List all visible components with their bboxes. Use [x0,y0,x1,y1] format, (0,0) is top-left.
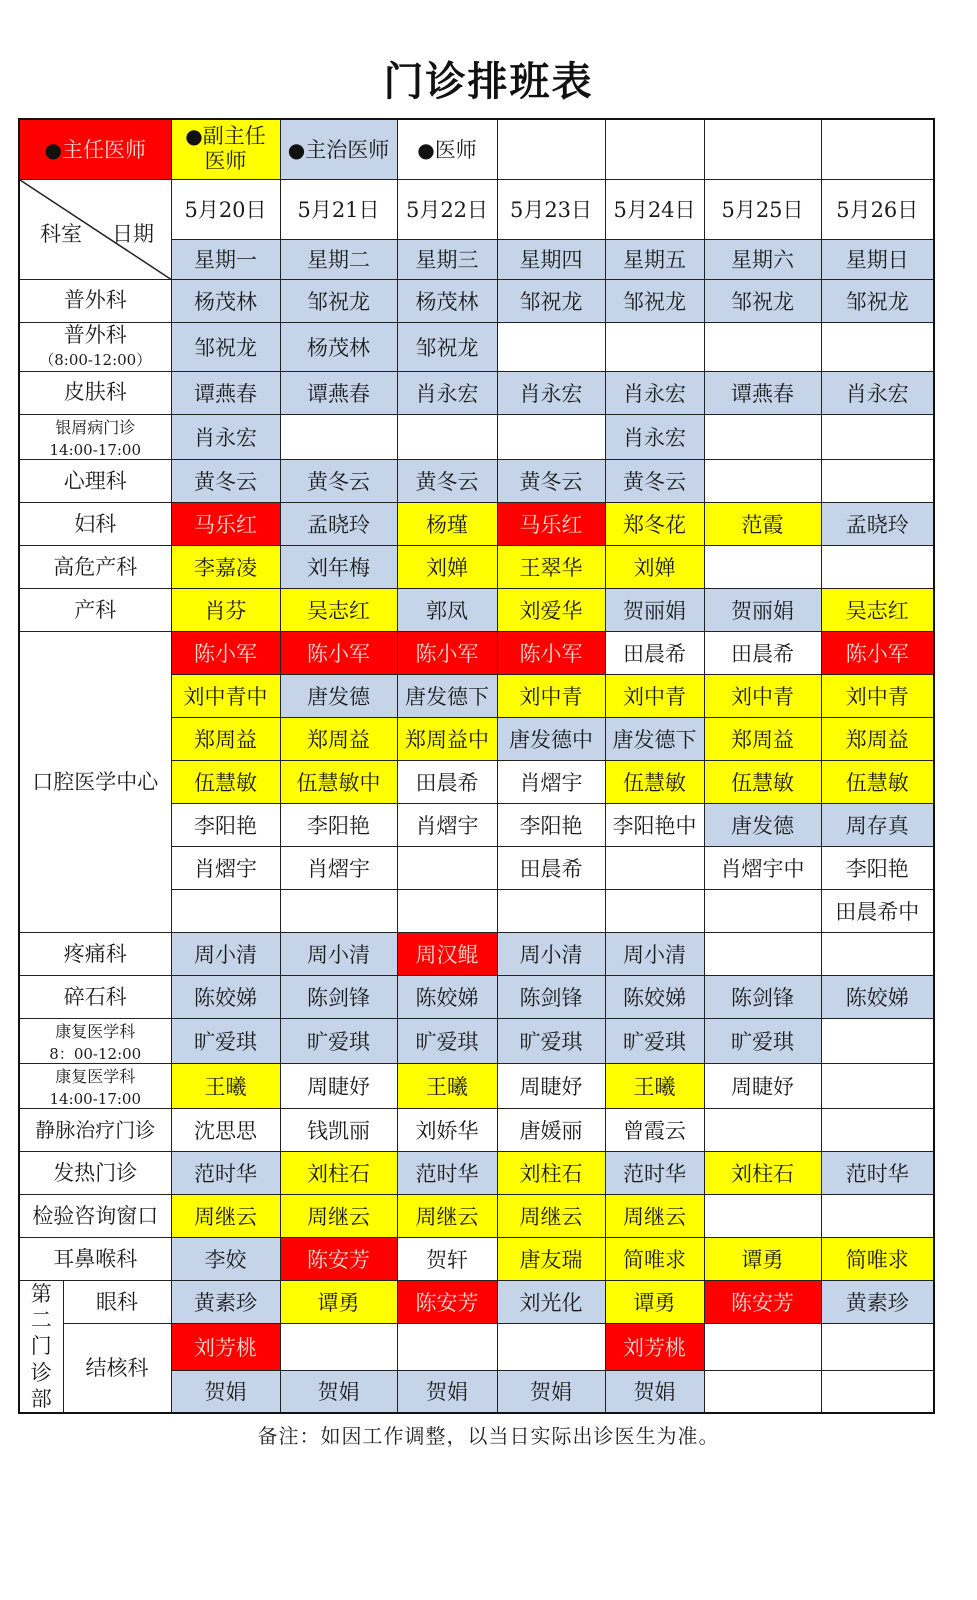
department-name: 康复医学科 [55,1066,136,1086]
department-name: 口腔医学中心 [32,769,159,794]
doctor-cell: 杨茂林 [171,279,280,322]
empty-cell [497,1323,605,1370]
department-hours: 14:00-17:00 [49,1089,142,1108]
doctor-cell: 马乐红 [171,502,280,545]
department-cell [19,1018,171,1063]
department-cell [19,1063,171,1108]
doctor-cell: 郑冬花 [605,502,704,545]
schedule-row [19,1108,934,1151]
empty-cell [821,1063,934,1108]
doctor-cell: 陈小军 [171,631,280,674]
empty-cell [704,889,821,932]
empty-cell [821,932,934,975]
doctor-cell: 简唯求 [821,1237,934,1280]
schedule-row [19,1323,934,1370]
doctor-cell: 肖熠宇 [397,803,497,846]
doctor-cell: 刘娇华 [397,1108,497,1151]
doctor-cell: 黄冬云 [397,459,497,502]
doctor-cell: 刘柱石 [280,1151,397,1194]
date-cell: 5月25日 [704,179,821,239]
doctor-cell: 谭勇 [704,1237,821,1280]
doctor-cell: 郑周益中 [397,717,497,760]
doctor-cell: 肖芬 [171,588,280,631]
department-name: 结核科 [85,1355,149,1380]
doctor-cell: 范时华 [821,1151,934,1194]
empty-cell [821,414,934,459]
department-name: 妇科 [74,511,117,536]
doctor-cell: 田晨希 [497,846,605,889]
doctor-cell: 旷爱琪 [497,1018,605,1063]
empty-cell [397,889,497,932]
department-cell [19,459,171,502]
doctor-cell: 李阳艳 [171,803,280,846]
department-cell [19,1108,171,1151]
date-cell: 5月24日 [605,179,704,239]
department-cell [19,631,171,932]
doctor-cell: 贺丽娟 [605,588,704,631]
doctor-cell: 旷爱琪 [397,1018,497,1063]
department-cell [19,371,171,414]
doctor-cell: 谭燕春 [171,371,280,414]
doctor-cell: 杨瑾 [397,502,497,545]
empty-cell [704,1108,821,1151]
doctor-cell: 陈小军 [280,631,397,674]
department-cell [19,414,171,459]
department-cell [19,502,171,545]
schedule-row [19,1237,934,1280]
doctor-cell: 陈剑锋 [704,975,821,1018]
legend-associate-line1: 副主任 [202,124,266,149]
doctor-cell: 郑周益 [280,717,397,760]
schedule-row [19,502,934,545]
department-cell [19,279,171,322]
doctor-cell: 孟晓玲 [280,502,397,545]
schedule-row [19,1151,934,1194]
doctor-cell: 谭勇 [280,1280,397,1323]
department-cell [19,322,171,371]
doctor-cell: 李阳艳 [821,846,934,889]
department-name: 检验咨询窗口 [32,1203,159,1228]
doctor-cell: 肖永宏 [605,414,704,459]
doctor-cell: 刘婵 [397,545,497,588]
legend-associate-chief [171,119,280,179]
doctor-cell: 钱凯丽 [280,1108,397,1151]
department-name: 静脉治疗门诊 [35,1117,156,1142]
department-cell [19,932,171,975]
schedule-row [19,414,934,459]
schedule-row [19,322,934,371]
doctor-cell: 肖永宏 [821,371,934,414]
legend-row [19,119,934,179]
doctor-cell: 王翠华 [497,545,605,588]
doctor-cell: 刘年梅 [280,545,397,588]
empty-cell [605,846,704,889]
weekday-cell: 星期六 [704,239,821,279]
doctor-cell: 周继云 [280,1194,397,1237]
doctor-cell: 李阳艳中 [605,803,704,846]
doctor-cell: 刘婵 [605,545,704,588]
doctor-cell: 黄冬云 [280,459,397,502]
date-cell: 5月20日 [171,179,280,239]
doctor-cell: 陈姣娣 [605,975,704,1018]
second-clinic-char: 诊 [30,1360,52,1385]
legend-dot: ● [185,124,203,149]
empty-cell [821,1108,934,1151]
department-cell [19,1237,171,1280]
doctor-cell: 刘芳桃 [605,1323,704,1370]
doctor-cell: 贺娟 [280,1370,397,1413]
doctor-cell: 田晨希中 [821,889,934,932]
doctor-cell: 吴志红 [280,588,397,631]
doctor-cell: 刘爱华 [497,588,605,631]
legend-attending-physician [280,119,397,179]
empty-cell [605,119,704,179]
department-cell [19,1151,171,1194]
doctor-cell: 周汉鲲 [397,932,497,975]
department-name: 碎石科 [63,984,127,1009]
second-clinic-char: 二 [30,1308,52,1333]
date-header-label: 日期 [112,221,154,246]
doctor-cell: 伍慧敏 [704,760,821,803]
empty-cell [821,1370,934,1413]
schedule-row [19,631,934,674]
doctor-cell: 范霞 [704,502,821,545]
weekday-cell: 星期二 [280,239,397,279]
empty-cell [704,1194,821,1237]
doctor-cell: 邹祝龙 [171,322,280,371]
doctor-cell: 唐发德下 [397,674,497,717]
doctor-cell: 田晨希 [605,631,704,674]
doctor-cell: 周存真 [821,803,934,846]
department-name: 产科 [74,597,117,622]
doctor-cell: 贺娟 [497,1370,605,1413]
doctor-cell: 周睫妤 [280,1063,397,1108]
doctor-cell: 陈姣娣 [171,975,280,1018]
doctor-cell: 邹祝龙 [280,279,397,322]
legend-dot: ● [44,138,62,163]
schedule-row [19,588,934,631]
doctor-cell: 唐媛丽 [497,1108,605,1151]
schedule-row [19,975,934,1018]
doctor-cell: 邹祝龙 [821,279,934,322]
empty-cell [704,414,821,459]
legend-chief-physician [19,119,171,179]
doctor-cell: 范时华 [605,1151,704,1194]
doctor-cell: 陈小军 [397,631,497,674]
department-name: 眼科 [96,1289,138,1314]
empty-cell [821,119,934,179]
empty-cell [397,846,497,889]
doctor-cell: 谭勇 [605,1280,704,1323]
department-name: 皮肤科 [63,380,127,405]
empty-cell [605,889,704,932]
doctor-cell: 周继云 [171,1194,280,1237]
doctor-cell: 刘光化 [497,1280,605,1323]
doctor-cell: 王曦 [605,1063,704,1108]
doctor-cell: 黄冬云 [171,459,280,502]
doctor-cell: 郑周益 [821,717,934,760]
schedule-row [19,1018,934,1063]
doctor-cell: 唐发德下 [605,717,704,760]
doctor-cell: 刘中青中 [171,674,280,717]
empty-cell [497,889,605,932]
empty-cell [497,322,605,371]
doctor-cell: 肖永宏 [605,371,704,414]
schedule-row [19,1280,934,1323]
weekday-cell: 星期五 [605,239,704,279]
schedule-row [19,932,934,975]
doctor-cell: 刘中青 [605,674,704,717]
empty-cell [821,1018,934,1063]
second-clinic-char: 门 [30,1334,52,1359]
department-name: 康复医学科 [55,1021,136,1041]
doctor-cell: 肖永宏 [397,371,497,414]
doctor-cell: 陈剑锋 [497,975,605,1018]
doctor-cell: 陈安芳 [704,1280,821,1323]
doctor-cell: 唐发德中 [497,717,605,760]
department-hours: 8：00-12:00 [49,1044,142,1063]
empty-cell [821,1194,934,1237]
doctor-cell: 曾霞云 [605,1108,704,1151]
empty-cell [704,459,821,502]
schedule-row [19,545,934,588]
department-hours: 14:00-17:00 [49,440,142,459]
doctor-cell: 范时华 [397,1151,497,1194]
page-title: 门诊排班表 [383,59,594,105]
doctor-cell: 王曦 [397,1063,497,1108]
doctor-cell: 肖永宏 [497,371,605,414]
doctor-cell: 黄冬云 [497,459,605,502]
header-corner [19,179,171,279]
doctor-cell: 陈剑锋 [280,975,397,1018]
empty-cell [704,545,821,588]
weekday-cell: 星期日 [821,239,934,279]
empty-cell [821,1323,934,1370]
empty-cell [497,414,605,459]
department-cell [63,1280,171,1323]
second-clinic-char: 第 [30,1281,52,1306]
doctor-cell: 周继云 [397,1194,497,1237]
department-cell [19,975,171,1018]
empty-cell [397,414,497,459]
department-cell [63,1323,171,1413]
doctor-cell: 周小清 [171,932,280,975]
doctor-cell: 旷爱琪 [171,1018,280,1063]
doctor-cell: 唐发德 [280,674,397,717]
doctor-cell: 陈安芳 [280,1237,397,1280]
legend-attending-label: 主治医师 [305,138,390,163]
doctor-cell: 唐发德 [704,803,821,846]
doctor-cell: 邹祝龙 [397,322,497,371]
doctor-cell: 周睫妤 [497,1063,605,1108]
doctor-cell: 伍慧敏 [171,760,280,803]
doctor-cell: 田晨希 [704,631,821,674]
doctor-cell: 旷爱琪 [704,1018,821,1063]
empty-cell [821,545,934,588]
date-cell: 5月23日 [497,179,605,239]
doctor-cell: 郭凤 [397,588,497,631]
doctor-cell: 马乐红 [497,502,605,545]
doctor-cell: 陈姣娣 [821,975,934,1018]
doctor-cell: 周继云 [497,1194,605,1237]
department-name: 普外科 [63,288,127,313]
date-cell: 5月26日 [821,179,934,239]
empty-cell [605,322,704,371]
doctor-cell: 刘中青 [497,674,605,717]
doctor-cell: 伍慧敏中 [280,760,397,803]
doctor-cell: 唐友瑞 [497,1237,605,1280]
doctor-cell: 肖永宏 [171,414,280,459]
empty-cell [704,932,821,975]
doctor-cell: 伍慧敏 [605,760,704,803]
legend-associate-line2: 医师 [204,149,247,174]
doctor-cell: 黄素珍 [821,1280,934,1323]
department-name: 高危产科 [53,554,138,579]
empty-cell [280,414,397,459]
doctor-cell: 李姣 [171,1237,280,1280]
department-name: 耳鼻喉科 [53,1246,138,1271]
doctor-cell: 周小清 [497,932,605,975]
doctor-cell: 周小清 [280,932,397,975]
doctor-cell: 郑周益 [171,717,280,760]
weekday-cell: 星期一 [171,239,280,279]
department-name: 心理科 [63,468,127,493]
legend-dot: ● [287,138,306,163]
schedule-row [19,279,934,322]
doctor-cell: 贺娟 [397,1370,497,1413]
doctor-cell: 肖熠宇中 [704,846,821,889]
empty-cell [280,889,397,932]
empty-cell [171,889,280,932]
doctor-cell: 刘芳桃 [171,1323,280,1370]
doctor-cell: 范时华 [171,1151,280,1194]
doctor-cell: 谭燕春 [704,371,821,414]
empty-cell [821,459,934,502]
empty-cell [704,1323,821,1370]
second-clinic-label [19,1280,63,1413]
doctor-cell: 陈小军 [821,631,934,674]
empty-cell [704,1370,821,1413]
department-name: 发热门诊 [53,1160,138,1185]
doctor-cell: 周继云 [605,1194,704,1237]
doctor-cell: 吴志红 [821,588,934,631]
doctor-cell: 郑周益 [704,717,821,760]
doctor-cell: 李阳艳 [280,803,397,846]
department-cell [19,545,171,588]
doctor-cell: 陈姣娣 [397,975,497,1018]
doctor-cell: 黄素珍 [171,1280,280,1323]
doctor-cell: 肖熠宇 [497,760,605,803]
doctor-cell: 刘中青 [704,674,821,717]
doctor-cell: 刘柱石 [497,1151,605,1194]
doctor-cell: 李嘉凌 [171,545,280,588]
doctor-cell: 肖熠宇 [171,846,280,889]
doctor-cell: 贺丽娟 [704,588,821,631]
doctor-cell: 谭燕春 [280,371,397,414]
date-cell: 5月21日 [280,179,397,239]
doctor-cell: 旷爱琪 [280,1018,397,1063]
department-name: 普外科 [63,323,127,348]
doctor-cell: 邹祝龙 [704,279,821,322]
footer-note: 备注：如因工作调整，以当日实际出诊医生为准。 [257,1424,720,1448]
second-clinic-char: 部 [30,1386,52,1411]
schedule-row [19,1063,934,1108]
department-name: 银屑病门诊 [55,417,136,437]
empty-cell [704,322,821,371]
doctor-cell: 周睫妤 [704,1063,821,1108]
doctor-cell: 贺娟 [171,1370,280,1413]
department-hours: （8:00-12:00） [39,350,152,369]
legend-dot: ● [417,138,435,163]
legend-physician [397,119,497,179]
legend-physician-label: 医师 [434,138,477,163]
doctor-cell: 刘柱石 [704,1151,821,1194]
empty-cell [704,119,821,179]
doctor-cell: 邹祝龙 [497,279,605,322]
doctor-cell: 李阳艳 [497,803,605,846]
empty-cell [397,1323,497,1370]
weekday-cell: 星期三 [397,239,497,279]
empty-cell [821,322,934,371]
doctor-cell: 陈小军 [497,631,605,674]
empty-cell [280,1323,397,1370]
doctor-cell: 陈安芳 [397,1280,497,1323]
department-cell [19,1194,171,1237]
doctor-cell: 刘中青 [821,674,934,717]
doctor-cell: 王曦 [171,1063,280,1108]
schedule-table [18,118,935,1414]
doctor-cell: 旷爱琪 [605,1018,704,1063]
doctor-cell: 简唯求 [605,1237,704,1280]
schedule-row [19,1194,934,1237]
schedule-row [19,459,934,502]
doctor-cell: 周小清 [605,932,704,975]
date-row [19,179,934,239]
weekday-cell: 星期四 [497,239,605,279]
doctor-cell: 黄冬云 [605,459,704,502]
doctor-cell: 杨茂林 [397,279,497,322]
doctor-cell: 杨茂林 [280,322,397,371]
doctor-cell: 肖熠宇 [280,846,397,889]
doctor-cell: 田晨希 [397,760,497,803]
doctor-cell: 伍慧敏 [821,760,934,803]
dept-header-label: 科室 [40,221,82,246]
doctor-cell: 贺轩 [397,1237,497,1280]
doctor-cell: 贺娟 [605,1370,704,1413]
department-name: 疼痛科 [63,941,127,966]
doctor-cell: 沈思思 [171,1108,280,1151]
doctor-cell: 邹祝龙 [605,279,704,322]
schedule-row [19,371,934,414]
date-cell: 5月22日 [397,179,497,239]
department-cell [19,588,171,631]
doctor-cell: 孟晓玲 [821,502,934,545]
empty-cell [497,119,605,179]
legend-chief-label: 主任医师 [61,138,146,163]
